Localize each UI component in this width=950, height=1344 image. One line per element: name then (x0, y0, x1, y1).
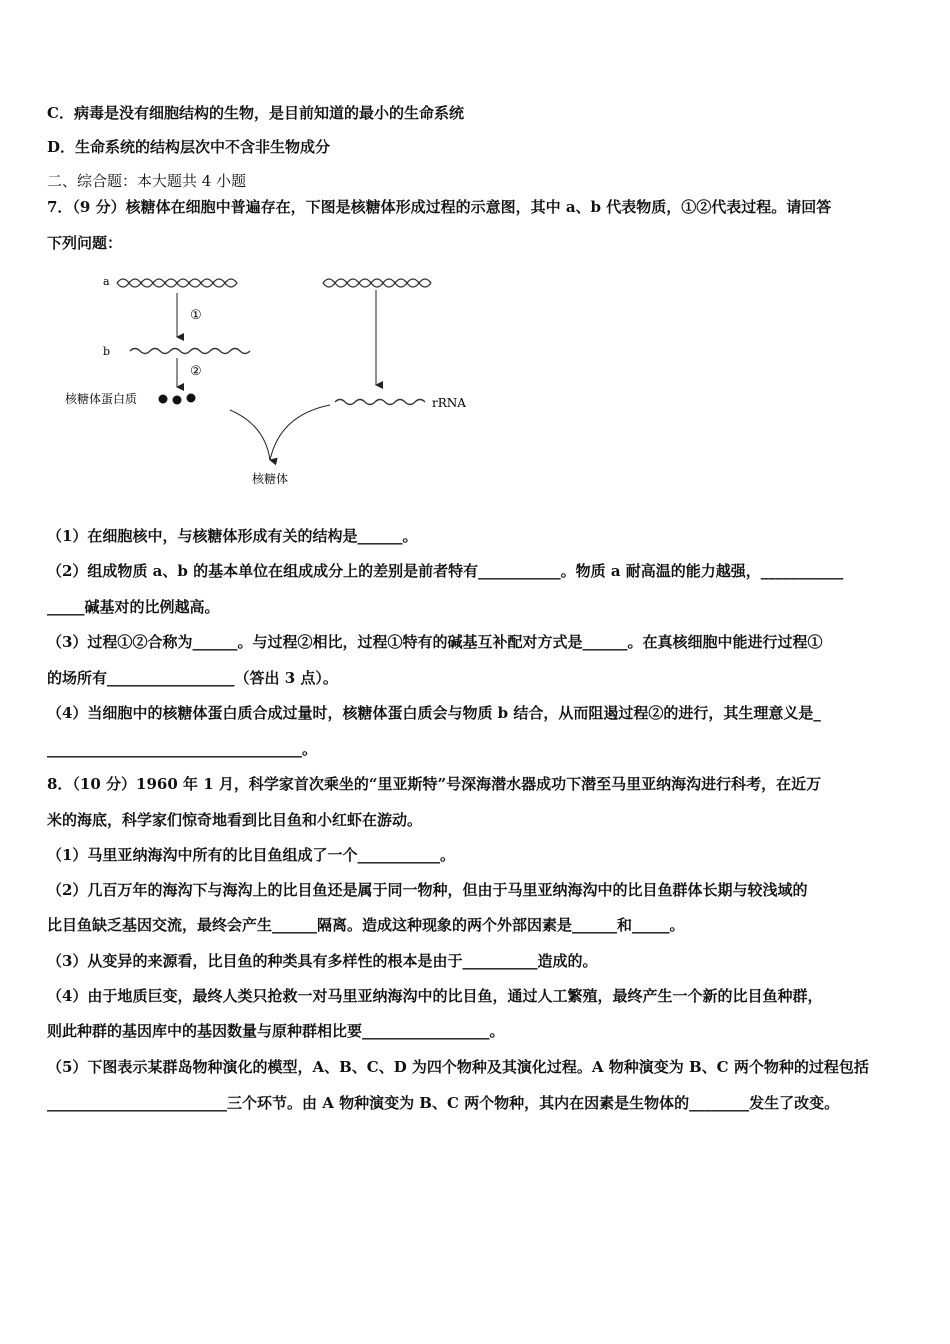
q7-stem-line2: 下列问题： (47, 234, 123, 252)
ribosome-formation-diagram (65, 265, 495, 495)
section-heading: 二、综合题：本大题共 4 小题 (47, 172, 247, 190)
q7-part3-line2: 的场所有_________________（答出 3 点）。 (47, 669, 338, 687)
q8-part5-line1: （5）下图表示某群岛物种演化的模型，A、B、C、D 为四个物种及其演化过程。A 物种演变为 B、C 两个物种的过程包括 (47, 1058, 869, 1076)
q7-part4-line1: （4）当细胞中的核糖体蛋白质合成过量时，核糖体蛋白质会与物质 b 结合，从而阻遏过程②的进行，其生理意义是_ (47, 704, 821, 722)
dna-helix-right (323, 279, 431, 287)
step2-label: ② (190, 364, 202, 379)
rrna-label: rRNA (432, 396, 466, 410)
q8-part5-line2: ________________________三个环节。由 A 物种演变为 B、C 两个物种，其内在因素是生物体的________发生了改变。 (47, 1094, 840, 1112)
q8-part2-line2: 比目鱼缺乏基因交流，最终会产生______隔离。造成这种现象的两个外部因素是______和_____。 (47, 916, 685, 934)
ribosome-label: 核糖体 (252, 472, 289, 486)
q7-part2-line1: （2）组成物质 a、b 的基本单位在组成成分上的差别是前者特有___________。物质 a 耐高温的能力越强，___________ (47, 562, 844, 580)
q7-stem-line1: 7．（9 分）核糖体在细胞中普遍存在，下图是核糖体形成过程的示意图，其中 a、b 代表物质，①②代表过程。请回答 (47, 198, 832, 216)
step1-label: ① (190, 308, 202, 323)
q7-part4-line2: __________________________________。 (47, 740, 318, 758)
q7-part2-line2: _____碱基对的比例越高。 (47, 598, 220, 616)
protein-dot (187, 394, 196, 403)
option-c: C．病毒是没有细胞结构的生物，是目前知道的最小的生命系统 (47, 104, 464, 122)
q8-part4-line1: （4）由于地质巨变，最终人类只抢救一对马里亚纳海沟中的比目鱼，通过人工繁殖，最终产生一个新的比目鱼种群， (47, 987, 823, 1005)
q8-part3: （3）从变异的来源看，比目鱼的种类具有多样性的根本是由于__________造成的。 (47, 952, 598, 970)
option-d: D．生命系统的结构层次中不含非生物成分 (47, 138, 331, 156)
protein-dot (159, 395, 168, 404)
curve-left (230, 410, 270, 460)
label-b: b (103, 345, 111, 358)
q8-part2-line1: （2）几百万年的海沟下与海沟上的比目鱼还是属于同一物种，但由于马里亚纳海沟中的比目鱼群体长期与较浅域的 (47, 881, 808, 899)
dna-helix-left (117, 279, 237, 287)
q8-part4-line2: 则此种群的基因库中的基因数量与原种群相比要_________________。 (47, 1022, 505, 1040)
rrna-strand (335, 400, 425, 405)
q8-stem-line2: 米的海底，科学家们惊奇地看到比目鱼和小红虾在游动。 (47, 811, 423, 829)
mrna-strand (130, 349, 250, 354)
curve-right (270, 405, 330, 460)
protein-dot (173, 396, 182, 405)
q8-part1: （1）马里亚纳海沟中所有的比目鱼组成了一个___________。 (47, 846, 455, 864)
q7-part3-line1: （3）过程①②合称为______。与过程②相比，过程①特有的碱基互补配对方式是______。在真核细胞中能进行过程① (47, 633, 823, 651)
label-a: a (103, 275, 110, 288)
q8-stem-line1: 8．（10 分）1960 年 1 月，科学家首次乘坐的“里亚斯特”号深海潜水器成功下潜至马里亚纳海沟进行科考，在近万 (47, 775, 822, 793)
ribosomal-protein-label: 核糖体蛋白质 (65, 392, 138, 406)
q7-part1: （1）在细胞核中，与核糖体形成有关的结构是______。 (47, 527, 418, 545)
